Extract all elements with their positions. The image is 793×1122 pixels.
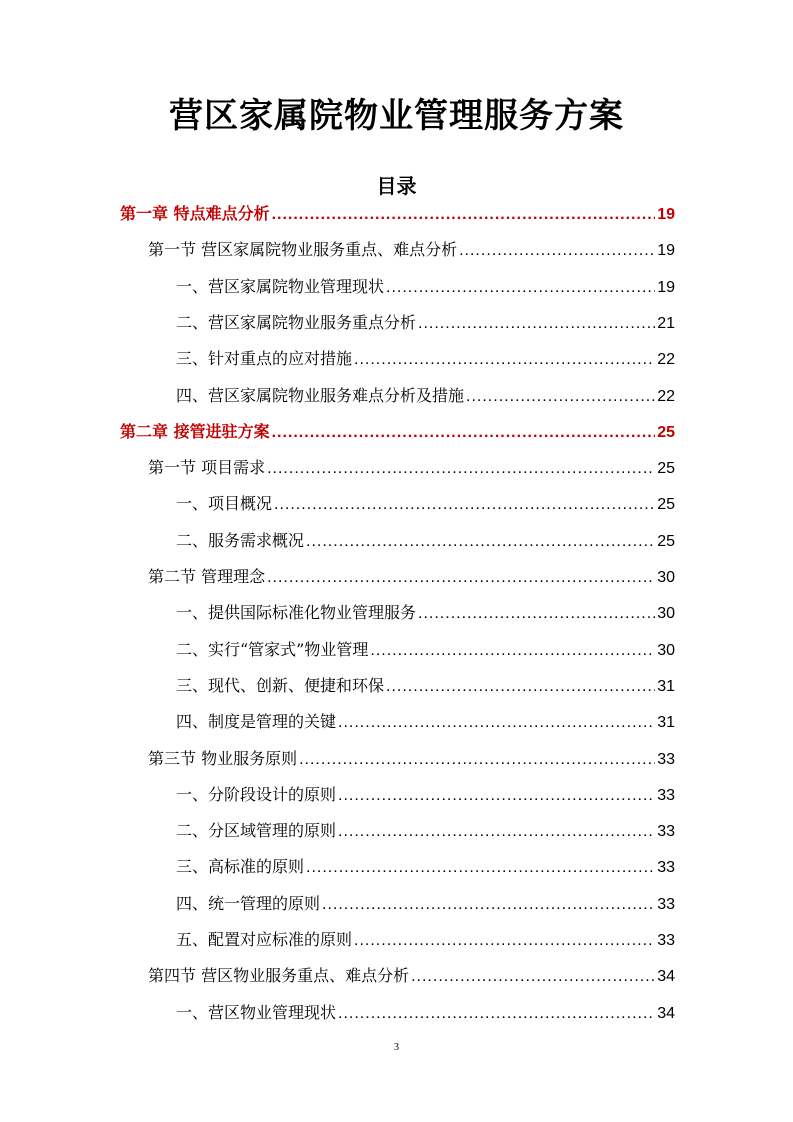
toc-dot-leader xyxy=(274,487,655,523)
toc-entry[interactable] xyxy=(148,232,675,268)
toc-dot-leader xyxy=(370,633,655,669)
toc-entry-page: 33 xyxy=(657,786,675,804)
toc-dot-leader xyxy=(272,415,656,451)
toc-entry[interactable] xyxy=(176,777,675,813)
toc-entry-title: 二、营区家属院物业服务重点分析 xyxy=(176,312,417,332)
toc-entry[interactable] xyxy=(176,305,675,341)
toc-entry-page: 34 xyxy=(657,1004,675,1022)
toc-dot-leader xyxy=(386,270,655,306)
toc-entry-page: 33 xyxy=(657,859,675,877)
toc-dot-leader xyxy=(306,524,655,560)
toc-dot-leader xyxy=(459,233,655,269)
toc-entry-title: 第一章 特点难点分析 xyxy=(120,204,270,223)
toc-entry-page: 31 xyxy=(657,714,675,732)
toc-entry-page: 31 xyxy=(657,677,675,695)
toc-entry-title: 第四节 营区物业服务重点、难点分析 xyxy=(148,966,410,986)
page-number: 3 xyxy=(394,1042,399,1053)
toc-entry-title: 第二节 管理理念 xyxy=(148,567,266,586)
toc-entry-page: 19 xyxy=(657,206,675,223)
toc-entry[interactable] xyxy=(148,559,675,595)
toc-entry-page: 22 xyxy=(657,387,675,405)
toc-dot-leader xyxy=(299,742,655,778)
toc-entry-title: 二、分区域管理的原则 xyxy=(176,821,337,841)
toc-dot-leader xyxy=(267,560,655,596)
toc-entry-page: 33 xyxy=(657,750,675,768)
toc-entry[interactable] xyxy=(148,741,675,777)
toc-dot-leader xyxy=(354,923,655,959)
toc-dot-leader xyxy=(306,850,655,886)
toc-entry-title: 第一节 营区家属院物业服务重点、难点分析 xyxy=(148,240,458,260)
toc-entry-page: 34 xyxy=(657,968,675,986)
toc-entry-page: 30 xyxy=(657,569,675,586)
toc-dot-leader xyxy=(418,306,655,342)
toc-entry-title: 第三节 物业服务原则 xyxy=(148,748,298,768)
toc-entry-page: 33 xyxy=(657,895,675,913)
toc-entry-title: 二、服务需求概况 xyxy=(176,530,305,550)
toc-dot-leader xyxy=(466,379,655,415)
toc-entry[interactable] xyxy=(176,704,675,740)
toc-entry-page: 25 xyxy=(657,423,675,441)
toc-entry-title: 四、营区家属院物业服务难点分析及措施 xyxy=(176,385,465,405)
toc-entry-page: 19 xyxy=(657,278,675,296)
toc-dot-leader xyxy=(338,778,655,814)
toc-entry-title: 一、营区物业管理现状 xyxy=(176,1002,337,1022)
toc-entry[interactable] xyxy=(176,486,675,522)
toc-entry-title: 一、营区家属院物业管理现状 xyxy=(176,276,385,296)
toc-dot-leader xyxy=(354,342,655,378)
toc-entry-page: 33 xyxy=(657,823,675,841)
toc-entry-page: 19 xyxy=(657,242,675,260)
toc-dot-leader xyxy=(338,996,655,1032)
toc-entry[interactable] xyxy=(176,886,675,922)
toc-dot-leader xyxy=(338,705,655,741)
toc-entry[interactable] xyxy=(120,414,675,450)
toc-entry-title: 四、制度是管理的关键 xyxy=(176,712,337,732)
toc-entry[interactable] xyxy=(176,849,675,885)
toc-entry[interactable] xyxy=(148,450,675,486)
toc-entry[interactable] xyxy=(120,196,675,232)
toc-entry[interactable] xyxy=(176,995,675,1031)
document-title: 营区家属院物业管理服务方案 xyxy=(169,96,624,136)
toc-entry[interactable] xyxy=(176,523,675,559)
toc-entry-title: 四、统一管理的原则 xyxy=(176,893,321,913)
toc-entry[interactable] xyxy=(176,378,675,414)
toc-dot-leader xyxy=(418,596,655,632)
toc-entry-title: 一、分阶段设计的原则 xyxy=(176,784,337,804)
toc-dot-leader xyxy=(272,197,656,233)
toc-entry-title: 第二章 接管进驻方案 xyxy=(120,421,270,441)
toc-entry-page: 25 xyxy=(657,496,675,514)
toc-entry-page: 25 xyxy=(657,532,675,550)
toc-entry[interactable] xyxy=(176,341,675,377)
toc-heading: 目录 xyxy=(376,174,417,198)
toc-entry[interactable] xyxy=(176,813,675,849)
toc-entry-title: 一、提供国际标准化物业管理服务 xyxy=(176,603,417,623)
toc-entry-title: 二、实行“管家式”物业管理 xyxy=(176,639,369,659)
toc-entry-title: 第一节 项目需求 xyxy=(148,458,266,478)
toc-entry-page: 30 xyxy=(657,605,675,623)
toc-entry-title: 三、高标准的原则 xyxy=(176,857,305,877)
toc-dot-leader xyxy=(411,959,655,995)
toc-entry-title: 一、项目概况 xyxy=(176,494,273,514)
toc-dot-leader xyxy=(322,887,655,923)
toc-entry-title: 三、现代、创新、便捷和环保 xyxy=(176,675,385,695)
toc-entry-title: 三、针对重点的应对措施 xyxy=(176,349,353,369)
toc-entry-page: 30 xyxy=(657,641,675,659)
toc-entry-page: 33 xyxy=(657,932,675,949)
toc-entry[interactable] xyxy=(176,595,675,631)
toc-entry[interactable] xyxy=(148,958,675,994)
toc-dot-leader xyxy=(386,669,655,705)
toc-dot-leader xyxy=(338,814,655,850)
toc-entry[interactable] xyxy=(176,269,675,305)
toc-entry[interactable] xyxy=(176,922,675,958)
toc-dot-leader xyxy=(267,451,655,487)
toc-entry-page: 21 xyxy=(657,314,675,332)
toc-entry-page: 22 xyxy=(657,351,675,369)
toc-entry-page: 25 xyxy=(657,460,675,478)
toc-entry-title: 五、配置对应标准的原则 xyxy=(176,930,353,949)
toc-entry[interactable] xyxy=(176,632,675,668)
toc-entry[interactable] xyxy=(176,668,675,704)
